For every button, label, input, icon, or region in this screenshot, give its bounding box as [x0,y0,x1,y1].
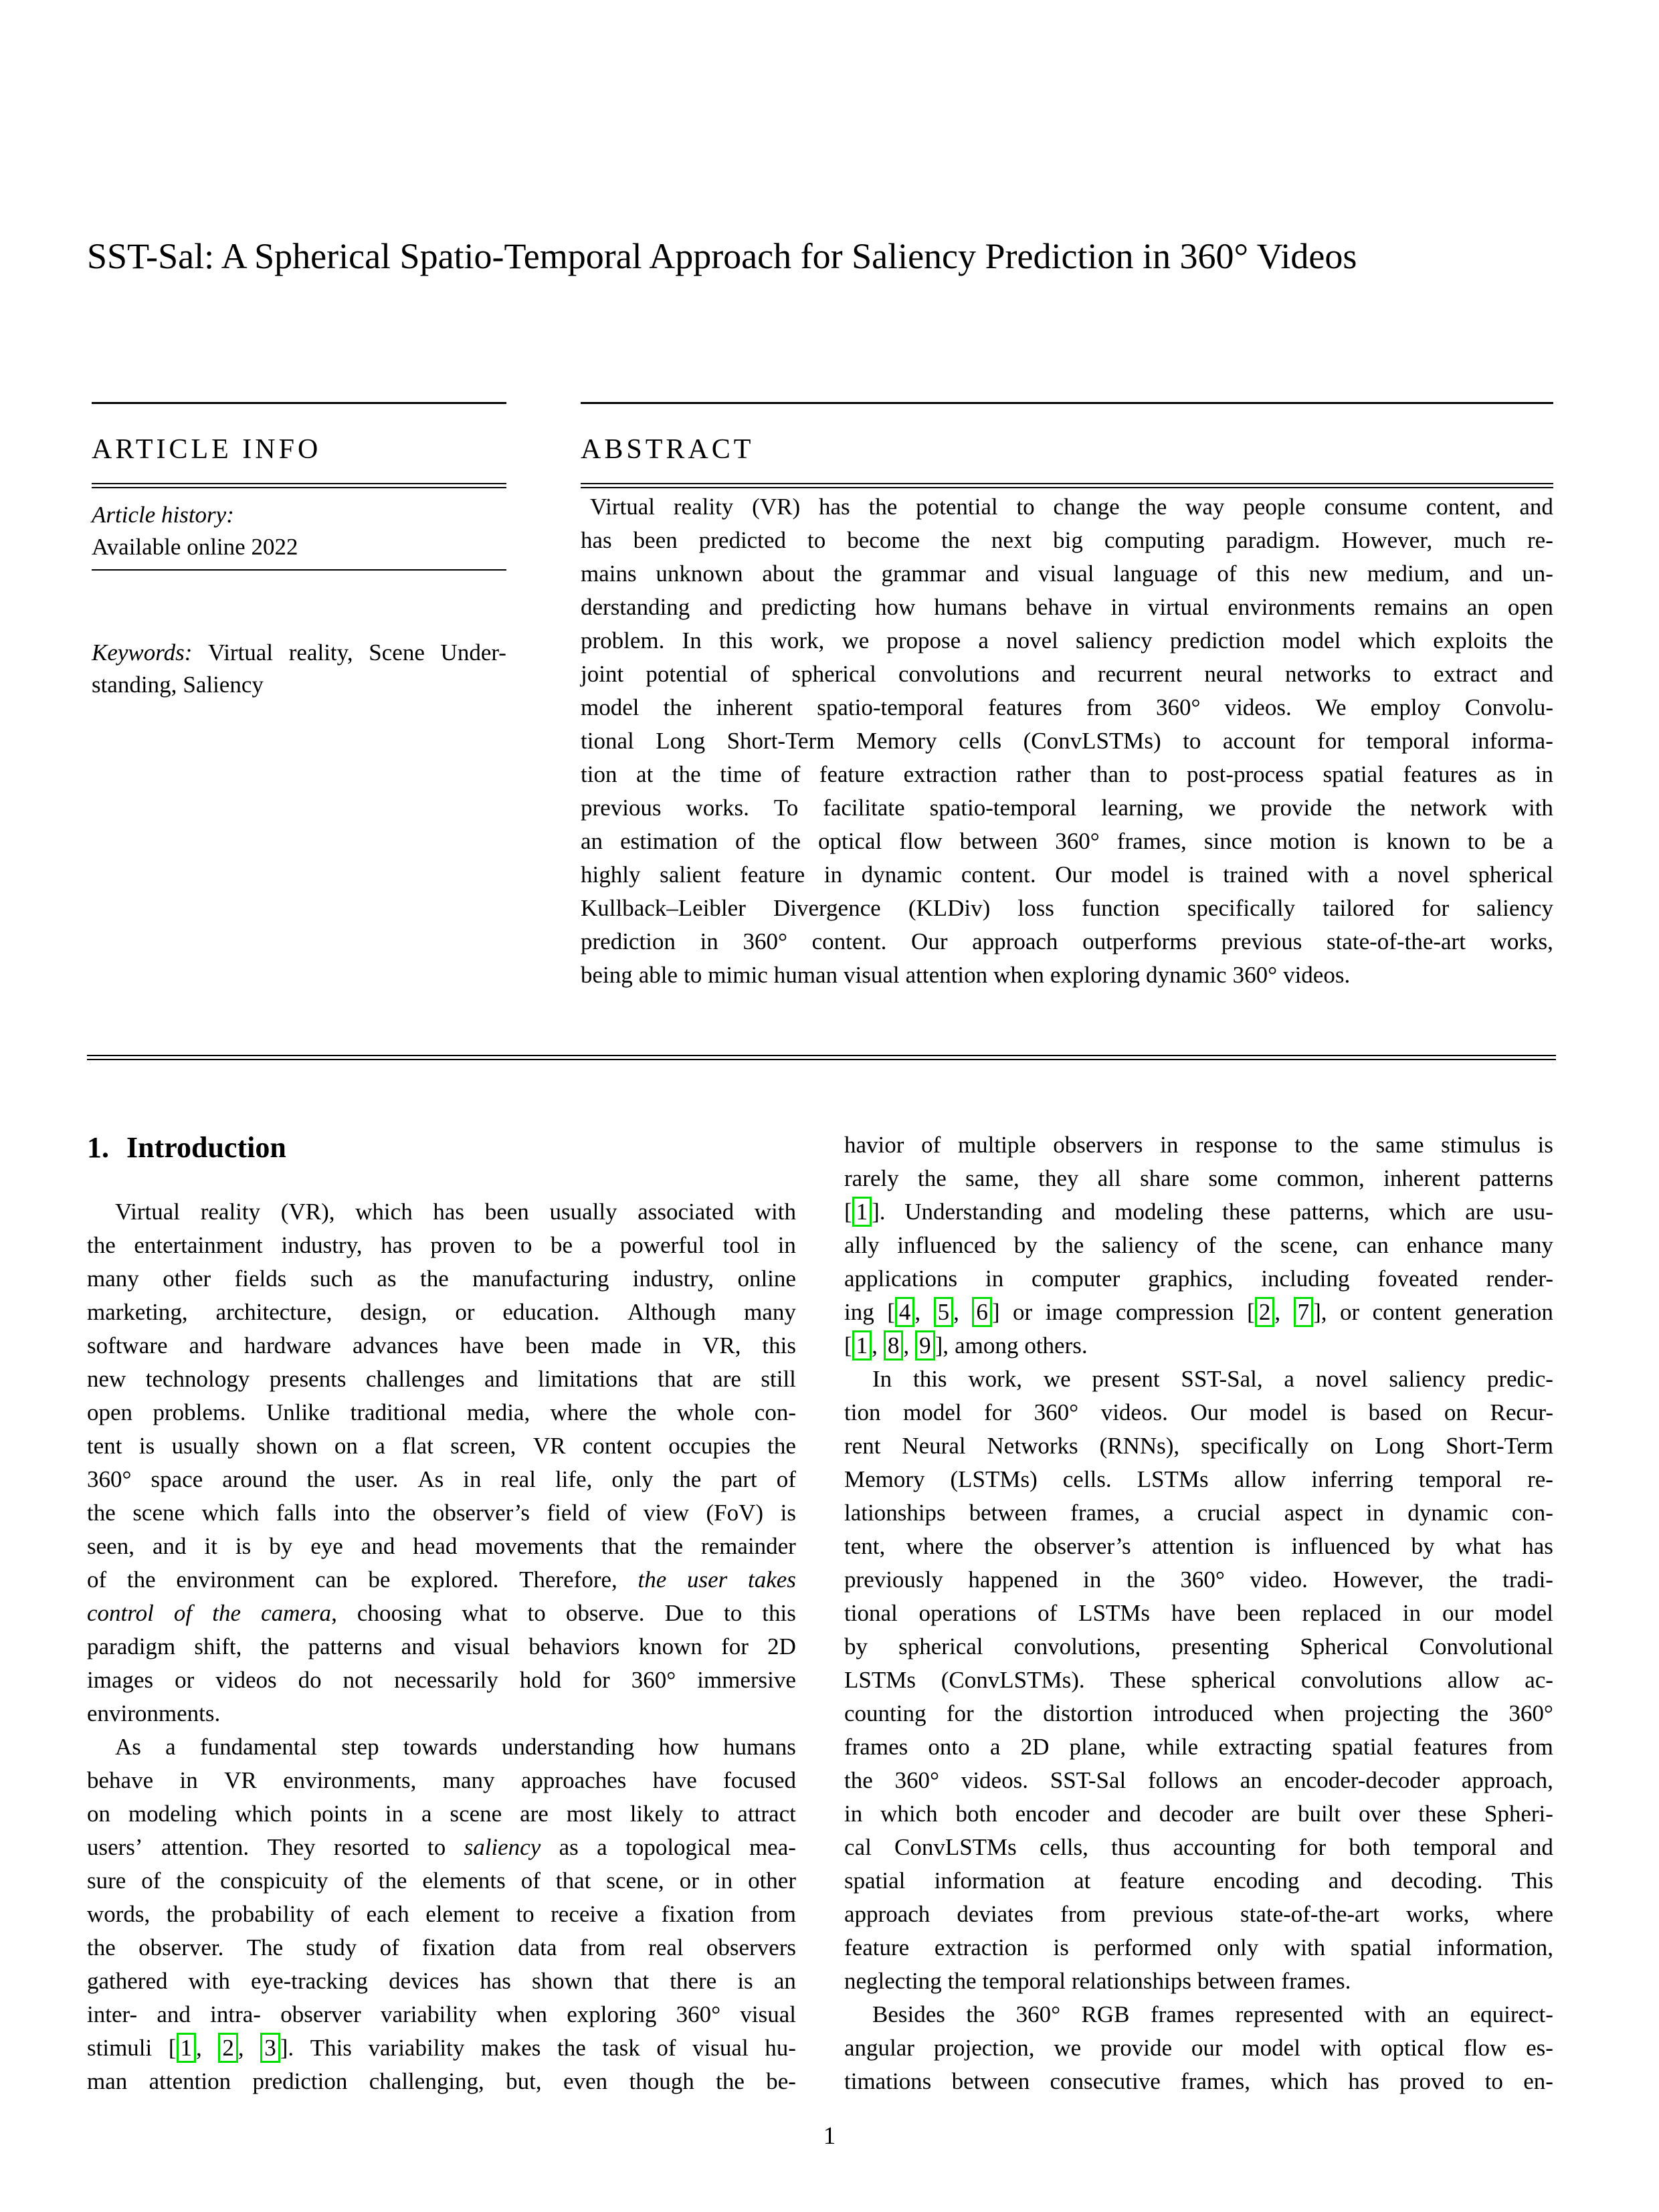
citation-ref[interactable]: 8 [884,1330,904,1361]
text-line: previously happened in the 360° video. However, the tradi- [844,1567,1553,1593]
text-line: new technology presents challenges and limitations that are still [87,1366,796,1392]
text-line: gathered with eye-tracking devices has shown that there is an [87,1968,796,1994]
citation-ref[interactable]: 7 [1294,1297,1314,1327]
citation-ref[interactable]: 1 [852,1330,872,1361]
text-line: ing [ 4 , 5 , 6 ] or image compression [ 2 , 7 ], or content generation [844,1296,1553,1329]
text-line: Besides the 360° RGB frames represented with an equirect- [872,2001,1553,2027]
article-history-value: Available online 2022 [92,534,298,560]
text-line: 360° space around the user. As in real life, only the part of [87,1466,796,1492]
text-line: feature extraction is performed only with spatial information, [844,1934,1553,1960]
text-line: Kullback–Leibler Divergence (KLDiv) loss function specifically tailored for saliency [581,895,1553,921]
text-line: control of the camera, choosing what to observe. Due to this [87,1600,796,1626]
section-number: 1. [87,1131,109,1164]
abstract-heading: ABSTRACT [581,434,755,465]
text-line: problem. In this work, we propose a novel saliency prediction model which exploits the [581,627,1553,653]
text-line: previous works. To facilitate spatio-temporal learning, we provide the network with [581,795,1553,821]
text-line: tent, where the observer’s attention is influenced by what has [844,1533,1553,1559]
text-line: paradigm shift, the patterns and visual behaviors known for 2D [87,1633,796,1660]
text-line: model the inherent spatio-temporal features from 360° videos. We employ Convolu- [581,694,1553,720]
text-line: words, the probability of each element to receive a fixation from [87,1901,796,1927]
text-line: being able to mimic human visual attention when exploring dynamic 360° videos. [581,962,1351,988]
text-line: [ 1 , 8 , 9 ], among others. [844,1329,1553,1363]
right-column [844,1128,1553,2098]
text-line: Virtual reality (VR) has the potential to change the way people consume content, and [590,494,1553,520]
text-line: of the environment can be explored. Therefore, the user takes [87,1567,796,1593]
text-line: tion at the time of feature extraction rather than to post-process spatial features as in [581,761,1553,787]
text-line: neglecting the temporal relationships between frames. [844,1968,1351,1994]
citation-ref[interactable]: 1 [852,1197,872,1227]
text-line: angular projection, we provide our model with optical flow es- [844,2035,1553,2061]
text-line: lationships between frames, a crucial aspect in dynamic con- [844,1500,1553,1526]
citation-ref[interactable]: 5 [934,1297,954,1327]
citation-ref[interactable]: 2 [218,2033,238,2063]
text-line: highly salient feature in dynamic content. Our model is trained with a novel spherical [581,862,1553,888]
text-line: inter- and intra- observer variability when exploring 360° visual [87,2001,796,2027]
text-line: marketing, architecture, design, or education. Although many [87,1299,796,1325]
text-line: behave in VR environments, many approaches have focused [87,1767,796,1793]
page-number: 1 [823,2122,836,2150]
text-line: the 360° videos. SST-Sal follows an encoder-decoder approach, [844,1767,1553,1793]
text-line: has been predicted to become the next big computing paradigm. However, much re- [581,527,1553,553]
citation-ref[interactable]: 9 [915,1330,935,1361]
text-line: tion model for 360° videos. Our model is based on Recur- [844,1399,1553,1425]
text-line: rent Neural Networks (RNNs), specifically on Long Short-Term [844,1433,1553,1459]
text-line: an estimation of the optical flow between 360° frames, since motion is known to be a [581,828,1553,854]
text-line: ally influenced by the saliency of the scene, can enhance many [844,1232,1553,1258]
text-line: [ 1 ]. Understanding and modeling these patterns, which are usu- [844,1195,1553,1229]
text-line: environments. [87,1700,221,1726]
section-title: Introduction [126,1131,286,1164]
text-line: frames onto a 2D plane, while extracting spatial features from [844,1734,1553,1760]
text-line: by spherical convolutions, presenting Spherical Convolutional [844,1633,1553,1660]
text-line: derstanding and predicting how humans behave in virtual environments remains an open [581,594,1553,620]
text-line: open problems. Unlike traditional media, where the whole con- [87,1399,796,1425]
divider-info-underline [92,483,506,488]
citation-ref[interactable]: 1 [177,2033,197,2063]
text-line: Memory (LSTMs) cells. LSTMs allow inferring temporal re- [844,1466,1553,1492]
text-line: timations between consecutive frames, which has proved to en- [844,2068,1553,2094]
citation-ref[interactable]: 6 [972,1297,992,1327]
abstract-text [581,490,1553,992]
text-line: rarely the same, they all share some common, inherent patterns [844,1165,1553,1191]
divider-header-body [87,1055,1556,1060]
text-line: cal ConvLSTMs cells, thus accounting for both temporal and [844,1834,1553,1860]
text-line: In this work, we present SST-Sal, a novel saliency predic- [872,1366,1553,1392]
text-line: approach deviates from previous state-of-the-art works, where [844,1901,1553,1927]
divider-info-top [92,402,506,404]
text-line: on modeling which points in a scene are most likely to attract [87,1801,796,1827]
text-line: mains unknown about the grammar and visual language of this new medium, and un- [581,561,1553,587]
text-line: images or videos do not necessarily hold for 360° immersive [87,1667,796,1693]
text-line: sure of the conspicuity of the elements of that scene, or in other [87,1868,796,1894]
citation-ref[interactable]: 2 [1255,1297,1275,1327]
citation-ref[interactable]: 3 [260,2033,280,2063]
text-line: havior of multiple observers in response to the same stimulus is [844,1132,1553,1158]
text-line: many other fields such as the manufacturing industry, online [87,1266,796,1292]
text-line: counting for the distortion introduced when projecting the 360° [844,1700,1553,1726]
section-heading-introduction [87,1130,286,1165]
paper-title: SST-Sal: A Spherical Spatio-Temporal Approach for Saliency Prediction in 360° Videos [87,236,1357,276]
keywords [92,637,506,701]
text-line: applications in computer graphics, including foveated render- [844,1266,1553,1292]
divider-abstract-underline [581,483,1553,488]
citation-ref[interactable]: 4 [895,1297,915,1327]
text-line: LSTMs (ConvLSTMs). These spherical convolutions allow ac- [844,1667,1553,1693]
text-line: software and hardware advances have been made in VR, this [87,1332,796,1359]
text-line: joint potential of spherical convolutions and recurrent neural networks to extract and [581,661,1553,687]
text-line: prediction in 360° content. Our approach outperforms previous state-of-the-art works, [581,928,1553,954]
text-line: seen, and it is by eye and head movements that the remainder [87,1533,796,1559]
text-line: tional operations of LSTMs have been replaced in our model [844,1600,1553,1626]
divider-abstract-top [581,402,1553,404]
text-line: Keywords: Virtual reality, Scene Under- [92,639,506,666]
left-column [87,1195,796,2098]
text-line: the entertainment industry, has proven to be a powerful tool in [87,1232,796,1258]
text-line: As a fundamental step towards understanding how humans [115,1734,796,1760]
text-line: standing, Saliency [92,672,264,698]
text-line: the observer. The study of fixation data from real observers [87,1934,796,1960]
article-info-heading: ARTICLE INFO [92,434,322,465]
text-line: spatial information at feature encoding and decoding. This [844,1868,1553,1894]
text-line: Virtual reality (VR), which has been usually associated with [115,1199,796,1225]
text-line: tional Long Short-Term Memory cells (ConvLSTMs) to account for temporal informa- [581,728,1553,754]
text-line: stimuli [ 1 , 2 , 3 ]. This variability makes the task of visual hu- [87,2031,796,2065]
text-line: in which both encoder and decoder are built over these Spheri- [844,1801,1553,1827]
text-line: tent is usually shown on a flat screen, VR content occupies the [87,1433,796,1459]
article-history-label: Article history: [92,502,234,528]
divider-history-bottom [92,569,506,571]
text-line: the scene which falls into the observer’s field of view (FoV) is [87,1500,796,1526]
text-line: users’ attention. They resorted to saliency as a topological mea- [87,1834,796,1860]
text-line: man attention prediction challenging, but, even though the be- [87,2068,796,2094]
